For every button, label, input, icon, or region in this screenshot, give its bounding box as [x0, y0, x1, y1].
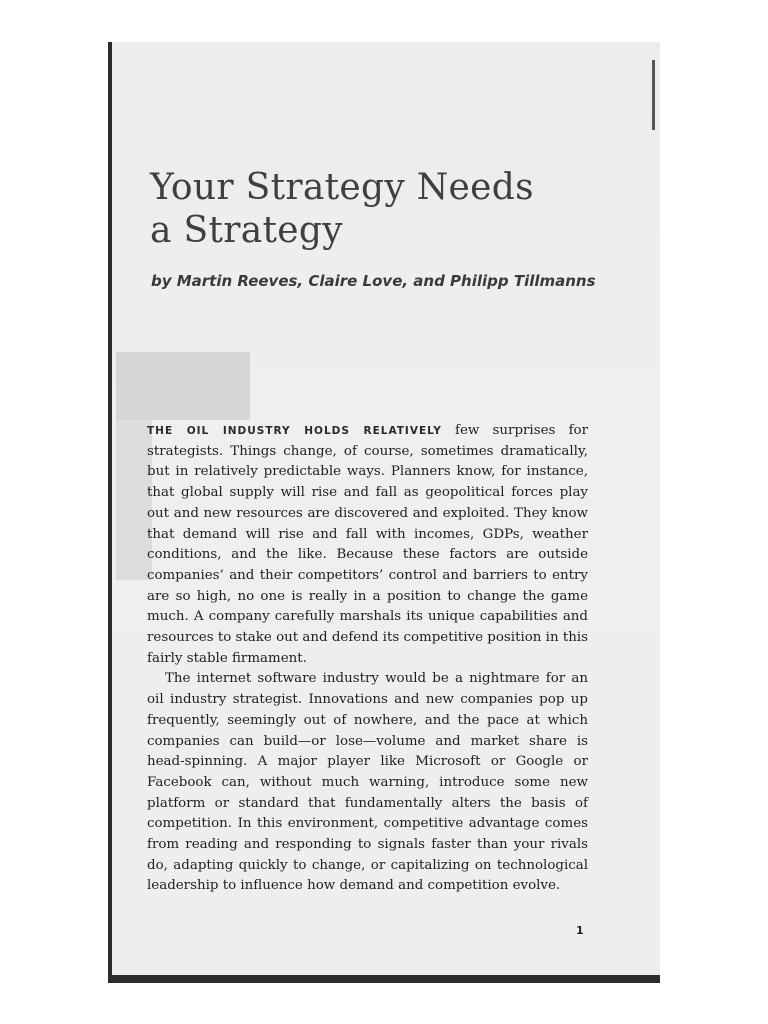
page-number: 1	[576, 924, 584, 937]
article-title	[150, 166, 620, 252]
title-line-2: a Strategy	[150, 210, 343, 251]
article-body	[147, 421, 588, 897]
paragraph-2: The internet software industry would be a nightmare for an oil industry strategist. Innovations and new companies pop up frequently, seemingly out of nowhere, and the pace at which companies can build—or lose—volume and market share is head-spinning. A major player like Microsoft or Google or Facebook can, without much warning, introduce some new platform or standard that fundamentally alters the basis of competition. In this environment, competitive advantage comes from reading and responding to signals faster than your rivals do, adapting quickly to change, or capitalizing on technological leadership to influence how demand and competition evolve.	[147, 671, 588, 894]
page-bottom-edge	[108, 975, 660, 983]
paragraph-1	[147, 421, 588, 669]
title-line-1: Your Strategy Needs	[150, 167, 534, 208]
article-byline: by Martin Reeves, Claire Love, and Philipp Tillmanns	[151, 272, 596, 290]
page-left-edge	[108, 42, 112, 982]
page-right-mark	[652, 60, 655, 130]
lead-in-text: THE OIL INDUSTRY HOLDS RELATIVELY	[147, 425, 442, 437]
paragraph-1-text: few surprises for strategists. Things change, of course, sometimes dramatically, but in relatively predictable ways. Planners know, for instance, that global supply will rise and fall as geopolitical forces play out and new resources are discovered and exploited. They know that demand will rise and fall with incomes, GDPs, weather conditions, and the like. Because these factors are outside companies’ and their competitors’ control and barriers to entry are so high, no one is really in a position to change the game much. A company carefully marshals its unique capabilities and resources to stake out and defend its competitive position in this fairly stable firmament.	[147, 423, 589, 666]
decorative-gray-block	[116, 352, 250, 420]
